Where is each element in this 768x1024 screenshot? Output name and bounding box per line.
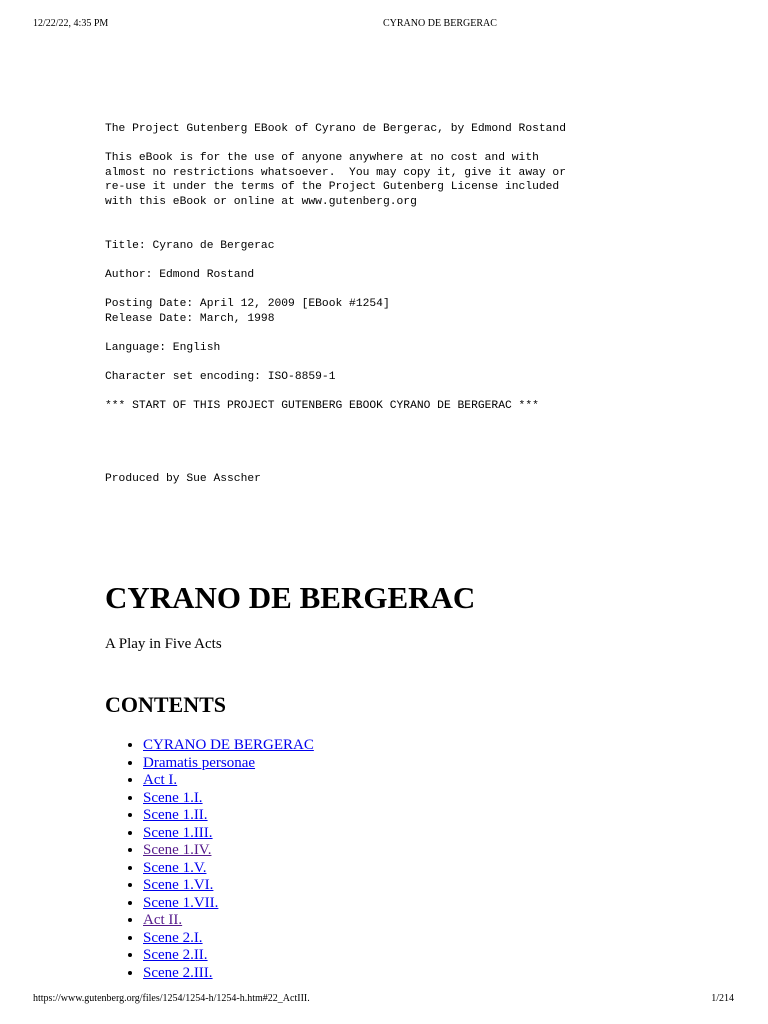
toc-item — [143, 737, 314, 755]
toc-item — [143, 947, 314, 965]
toc-item — [143, 895, 314, 913]
toc-item — [143, 965, 314, 983]
toc-link[interactable]: Scene 1.II. — [143, 807, 208, 823]
toc-link[interactable]: Scene 1.III. — [143, 824, 213, 841]
print-date: 12/22/22, 4:35 PM — [33, 18, 109, 29]
print-url: https://www.gutenberg.org/files/1254/1254-h/1254-h.htm#22_ActIII. — [33, 993, 310, 1004]
toc-link[interactable]: Act II. — [143, 912, 183, 928]
book-subtitle: A Play in Five Acts — [105, 636, 222, 652]
toc-link[interactable]: Scene 1.V. — [143, 859, 207, 876]
toc-link[interactable]: Scene 2.III. — [143, 964, 213, 981]
toc-link[interactable]: Scene 2.I. — [143, 929, 203, 946]
book-title: CYRANO DE BERGERAC — [105, 580, 476, 615]
print-page-title: CYRANO DE BERGERAC — [383, 18, 497, 29]
toc-link[interactable]: Act I. — [143, 772, 178, 788]
toc-link[interactable]: Scene 2.II. — [143, 947, 208, 963]
toc-item — [143, 825, 314, 843]
toc-link[interactable]: Scene 1.VI. — [143, 877, 214, 893]
contents-heading: CONTENTS — [105, 692, 227, 717]
toc-item — [143, 877, 314, 895]
toc-link[interactable]: CYRANO DE BERGERAC — [143, 737, 314, 753]
toc-item — [143, 772, 314, 790]
table-of-contents — [105, 737, 314, 982]
toc-item — [143, 790, 314, 808]
toc-item — [143, 930, 314, 948]
toc-item — [143, 807, 314, 825]
toc-item — [143, 755, 314, 773]
toc-item — [143, 842, 314, 860]
toc-item — [143, 912, 314, 930]
gutenberg-header-block: The Project Gutenberg EBook of Cyrano de Bergerac, by Edmond Rostand This eBook is for the use of anyone anywhere at no cost and with almost no restrictions whatsoever. You may copy it, give it away or re-use it under the terms of the Project Gutenberg License included with this eBook or online at www.gutenberg.org Title: Cyrano de Bergerac Author: Edmond Rostand Posting Date: April 12, 2009 [EBook #1254] Release Date: March, 1998 Language: English Character set encoding: ISO-8859-1 *** START OF THIS PROJECT GUTENBERG EBOOK CYRANO DE BERGERAC *** Produced by Sue Asscher — [105, 123, 566, 486]
toc-link[interactable]: Dramatis personae — [143, 754, 256, 771]
toc-link[interactable]: Scene 1.IV. — [143, 842, 212, 858]
page-counter: 1/214 — [711, 993, 734, 1004]
toc-item — [143, 860, 314, 878]
print-footer — [0, 993, 768, 1007]
toc-link[interactable]: Scene 1.I. — [143, 789, 203, 806]
print-header — [0, 18, 768, 32]
toc-link[interactable]: Scene 1.VII. — [143, 894, 219, 911]
